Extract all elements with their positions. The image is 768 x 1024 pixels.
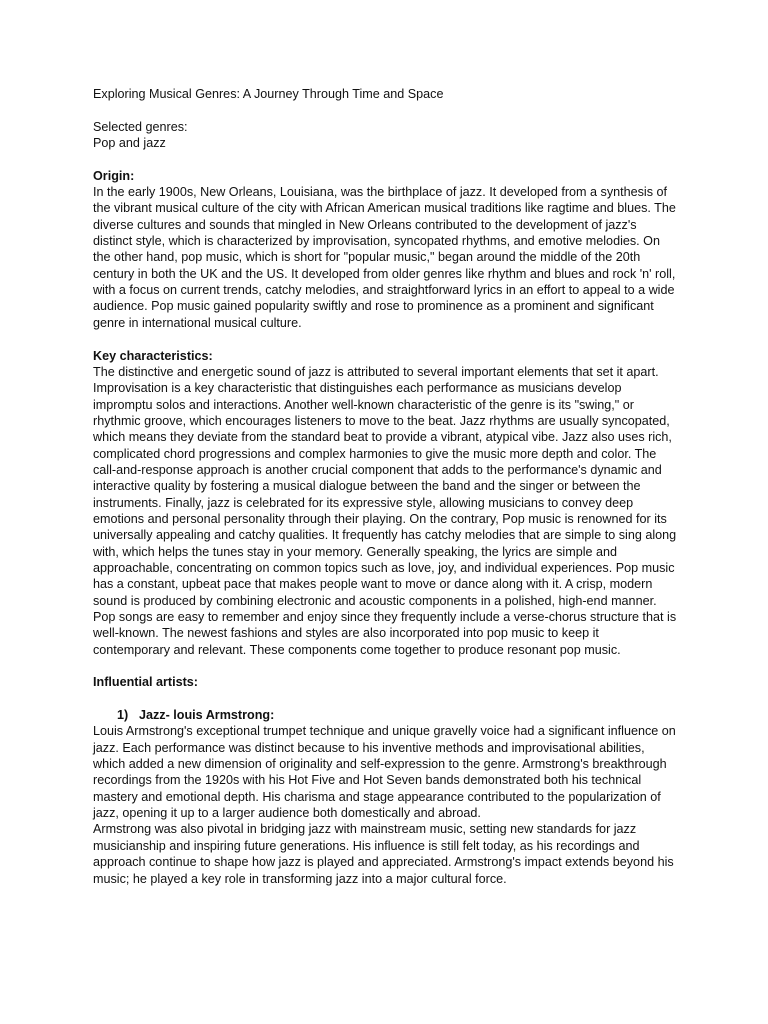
origin-body: In the early 1900s, New Orleans, Louisiana, was the birthplace of jazz. It developed from a synthesis of the vibrant musical culture of the city with African American musical traditions like ragtime and blues. The diverse cultures and sounds that mingled in New Orleans contributed to the development of jazz's distinct style, which is characterized by improvisation, syncopated rhythms, and emotive melodies. On the other hand, pop music, which is short for "popular music," began around the middle of the 20th century in both the UK and the US. It developed from older genres like rhythm and blues and rock 'n' roll, with a focus on current trends, catchy melodies, and straightforward lyrics in an effort to appeal to a wide audience. Pop music gained popularity swiftly and rose to prominence as a prominent and significant genre in international musical culture. <box>93 185 676 330</box>
document-title: Exploring Musical Genres: A Journey Through Time and Space <box>93 87 444 101</box>
artist-paragraph-1: Louis Armstrong's exceptional trumpet technique and unique gravelly voice had a significant influence on jazz. Each performance was distinct because to his inventive methods and improvisational abilities, which added a new dimension of originality and self-expression to the genre. Armstrong's breakthrough recordings from the 1920s with his Hot Five and Hot Seven bands demonstrated both his technical mastery and emotional depth. His charisma and stage appearance contributed to the popularization of jazz, opening it up to a larger audience both domestically and abroad. <box>93 724 676 821</box>
origin-heading: Origin: <box>93 168 135 183</box>
artist-heading: Jazz- louis Armstrong: <box>139 708 275 723</box>
artist-list-item <box>93 707 677 723</box>
selected-genres-value: Pop and jazz <box>93 136 166 151</box>
document-page <box>93 86 677 887</box>
key-characteristics-body: The distinctive and energetic sound of jazz is attributed to several important elements that set it apart. Improvisation is a key characteristic that distinguishes each performance as musicians develop impromptu solos and interactions. Another well-known characteristic of the genre is its "swing," or rhythmic groove, which encourages listeners to move to the beat. Jazz rhythms are usually syncopated, which means they deviate from the standard beat to provide a vibrant, atypical vibe. Jazz also uses rich, complicated chord progressions and complex harmonies to give the music more depth and color. The call-and-response approach is another crucial component that adds to the performance's dynamic and interactive quality by fostering a musical dialogue between the band and the singer or between the instruments. Finally, jazz is celebrated for its expressive style, allowing musicians to convey deep emotions and personal personality through their playing. On the contrary, Pop music is renowned for its universally appealing and catchy qualities. It frequently has catchy melodies that are simple to sing along with, which helps the tunes stay in your memory. Generally speaking, the lyrics are simple and approachable, concentrating on common topics such as love, joy, and individual experiences. Pop music has a constant, upbeat pace that makes people want to move or dance along with it. A crisp, modern sound is produced by combining electronic and acoustic components in a polished, high-end manner. Pop songs are easy to remember and enjoy since they frequently include a verse-chorus structure that is well-known. The newest fashions and styles are also incorporated into pop music to keep it contemporary and relevant. These components come together to produce resonant pop music. <box>93 364 677 657</box>
spacer <box>93 102 677 118</box>
key-characteristics-heading: Key characteristics: <box>93 348 213 363</box>
list-number: 1) <box>117 708 129 723</box>
spacer <box>93 658 677 674</box>
spacer <box>93 151 677 167</box>
spacer <box>93 331 677 347</box>
spacer <box>93 691 677 707</box>
selected-genres-label: Selected genres: <box>93 119 188 134</box>
influential-artists-heading: Influential artists: <box>93 675 198 690</box>
artist-paragraph-2: Armstrong was also pivotal in bridging jazz with mainstream music, setting new standards for jazz musicianship and inspiring future generations. His influence is still felt today, as his recordings and approach continue to shape how jazz is played and appreciated. Armstrong's impact extends beyond his music; he played a key role in transforming jazz into a major cultural force. <box>93 822 674 886</box>
